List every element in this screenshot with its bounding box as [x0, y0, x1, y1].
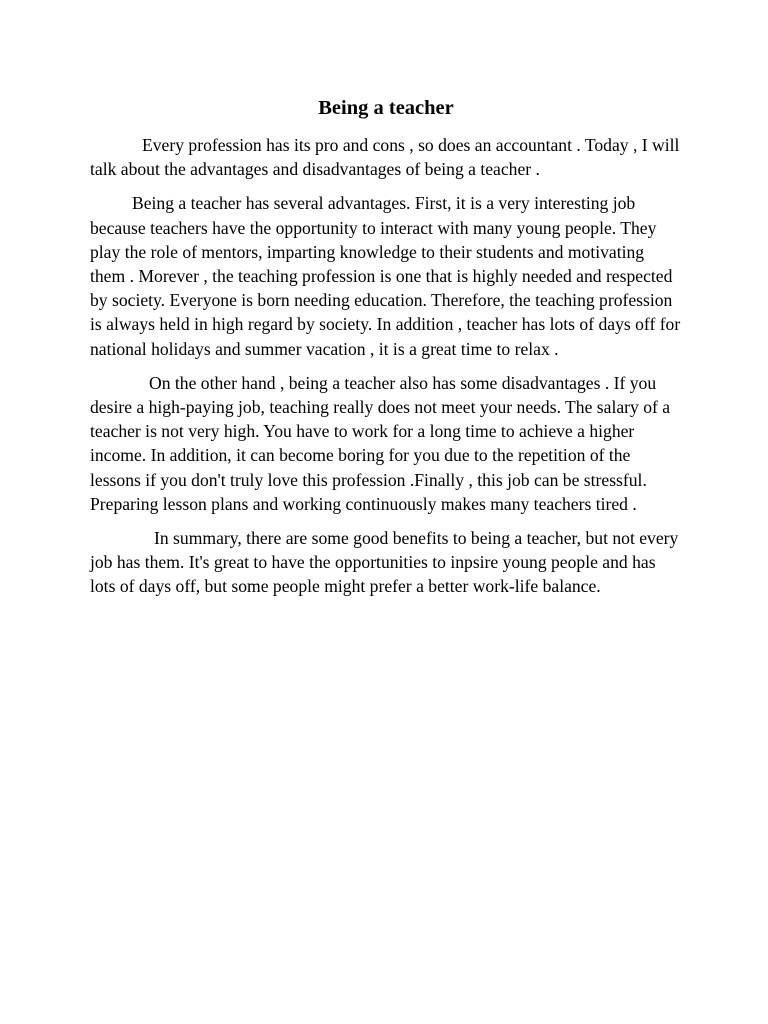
paragraph-summary: In summary, there are some good benefits to being a teacher, but not every job has them. It's great to have the opportunities to inpsire young people and has lots of days off, but some people might prefer a better work-life balance.: [90, 528, 683, 597]
document-title: Being a teacher: [318, 97, 454, 119]
paragraph-introduction: Every profession has its pro and cons , so does an accountant . Today , I will talk about the advantages and disadvantages of being a teacher .: [90, 135, 684, 180]
paragraph-advantages: Being a teacher has several advantages. First, it is a very interesting job because teachers have the opportunity to interact with many young people. They play the role of mentors, imparting knowledge to their students and motivating them . Morever , the teaching profession is one that is highly needed and respected by society. Everyone is born needing education. Therefore, the teaching profession is always held in high regard by society. In addition , teacher has lots of days off for national holidays and summer vacation , it is a great time to relax .: [90, 193, 685, 359]
document-body: [90, 94, 685, 609]
paragraph-disadvantages: On the other hand , being a teacher also has some disadvantages . If you desire a high-paying job, teaching really does not meet your needs. The salary of a teacher is not very high. You have to work for a long time to achieve a higher income. In addition, it can become boring for you due to the repetition of the lessons if you don't truly love this profession .Finally , this job can be stressful. Preparing lesson plans and working continuously makes many teachers tired .: [90, 372, 675, 514]
